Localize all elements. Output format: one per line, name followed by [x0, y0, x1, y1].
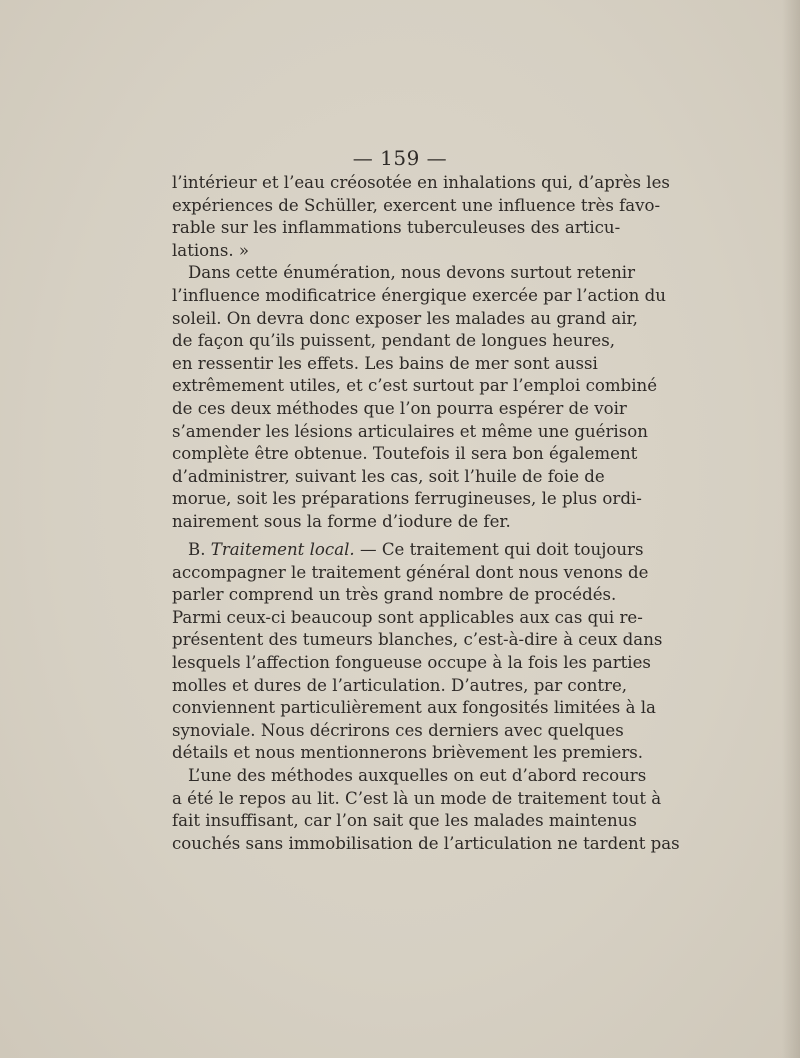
- text-line: l’intérieur et l’eau créosotée en inhalations qui, d’après les: [172, 173, 670, 192]
- text-line: détails et nous mentionnerons brièvement les premiers.: [172, 743, 644, 763]
- section-letter: B.: [188, 540, 211, 559]
- text-line: Dans cette énumération, nous devons surtout retenir: [188, 263, 636, 283]
- text-line: L’une des méthodes auxquelles on eut d’abord recours: [188, 765, 647, 785]
- section-title: Traitement local.: [210, 540, 355, 559]
- text-line: parler comprend un très grand nombre de procédés.: [172, 585, 617, 605]
- section-lead-text: — Ce traitement qui doit toujours: [354, 540, 644, 559]
- text-line: nairement sous la forme d’iodure de fer.: [172, 511, 511, 531]
- text-line: lesquels l’affection fongueuse occupe à la fois les parties: [172, 652, 651, 672]
- text-line: fait insuffisant, car l’on sait que les malades maintenus: [172, 811, 637, 831]
- text-line: de ces deux méthodes que l’on pourra espérer de voir: [172, 398, 627, 418]
- text-line: accompagner le traitement général dont nous venons de: [172, 562, 649, 582]
- text-line: extrêmement utiles, et c’est surtout par l’emploi combiné: [172, 376, 658, 396]
- section-heading-line: [172, 539, 644, 562]
- text-line: de façon qu’ils puissent, pendant de longues heures,: [172, 331, 615, 351]
- text-line: synoviale. Nous décrirons ces derniers avec quelques: [172, 720, 624, 740]
- text-line: couchés sans immobilisation de l’articulation ne tardent pas: [172, 833, 680, 853]
- text-line: complète être obtenue. Toutefois il sera bon également: [172, 444, 638, 464]
- text-line: Parmi ceux-ci beaucoup sont applicables aux cas qui re-: [172, 607, 643, 627]
- text-line: rable sur les inflammations tuberculeuses des articu-: [172, 218, 621, 238]
- text-line: lations. »: [172, 240, 250, 260]
- text-line: molles et dures de l’articulation. D’autres, par contre,: [172, 675, 628, 695]
- paragraph-block-2: [172, 539, 680, 855]
- text-line: l’influence modificatrice énergique exercée par l’action du: [172, 285, 666, 305]
- text-line: a été le repos au lit. C’est là un mode de traitement tout à: [172, 788, 662, 808]
- page-number: — 159 —: [352, 146, 448, 170]
- text-line: expériences de Schüller, exercent une influence très favo-: [172, 195, 661, 215]
- text-line: en ressentir les effets. Les bains de mer sont aussi: [172, 353, 598, 373]
- text-line: d’administrer, suivant les cas, soit l’huile de foie de: [172, 466, 605, 486]
- text-line: s’amender les lésions articulaires et même une guérison: [172, 421, 648, 441]
- text-line: présentent des tumeurs blanches, c’est-à-dire à ceux dans: [172, 630, 663, 650]
- text-line: conviennent particulièrement aux fongosités limitées à la: [172, 698, 656, 718]
- text-line: morue, soit les préparations ferrugineuses, le plus ordi-: [172, 489, 642, 509]
- text-line: soleil. On devra donc exposer les malades au grand air,: [172, 308, 638, 328]
- paragraph-block-1: [172, 172, 670, 534]
